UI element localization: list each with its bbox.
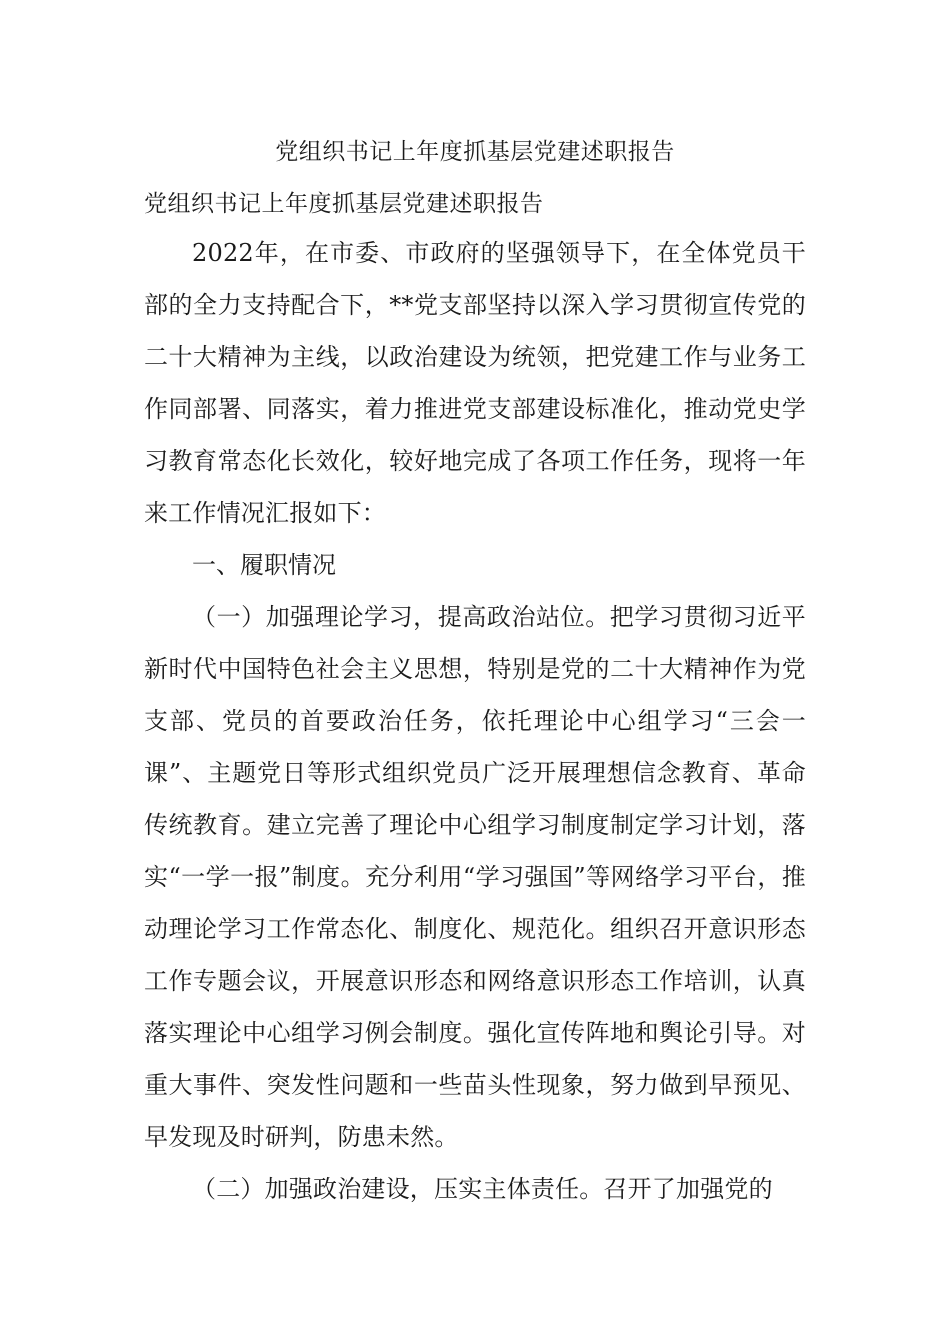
- intro-paragraph: 2022年，在市委、市政府的坚强领导下，在全体党员干部的全力支持配合下，**党支部坚持以深入学习贯彻宣传党的二十大精神为主线，以政治建设为统领，把党建工作与业务工作同部署、同落实，着力推进党支部建设标准化，推动党史学习教育常态化长效化，较好地完成了各项工作任务，现将一年来工作情况汇报如下：: [144, 239, 806, 527]
- section-1-paragraph-1: （一）加强理论学习，提高政治站位。把学习贯彻习近平新时代中国特色社会主义思想，特别是党的二十大精神作为党支部、党员的首要政治任务，依托理论中心组学习“三会一课”、主题党日等形式组织党员广泛开展理想信念教育、革命传统教育。建立完善了理论中心组学习制度制定学习计划，落实“一学一报”制度。充分利用“学习强国”等网络学习平台，推动理论学习工作常态化、制度化、规范化。组织召开意识形态工作专题会议，开展意识形态和网络意识形态工作培训，认真落实理论中心组学习例会制度。强化宣传阵地和舆论引导。对重大事件、突发性问题和一些苗头性现象，努力做到早预见、早发现及时研判，防患未然。: [144, 603, 806, 1151]
- document-page: [144, 132, 806, 1215]
- section-heading-1: 一、履职情况: [192, 551, 336, 579]
- section-1-paragraph-2: （二）加强政治建设，压实主体责任。召开了加强党的: [192, 1175, 773, 1203]
- document-title: 党组织书记上年度抓基层党建述职报告: [275, 139, 675, 165]
- document-subtitle: 党组织书记上年度抓基层党建述职报告: [144, 191, 544, 217]
